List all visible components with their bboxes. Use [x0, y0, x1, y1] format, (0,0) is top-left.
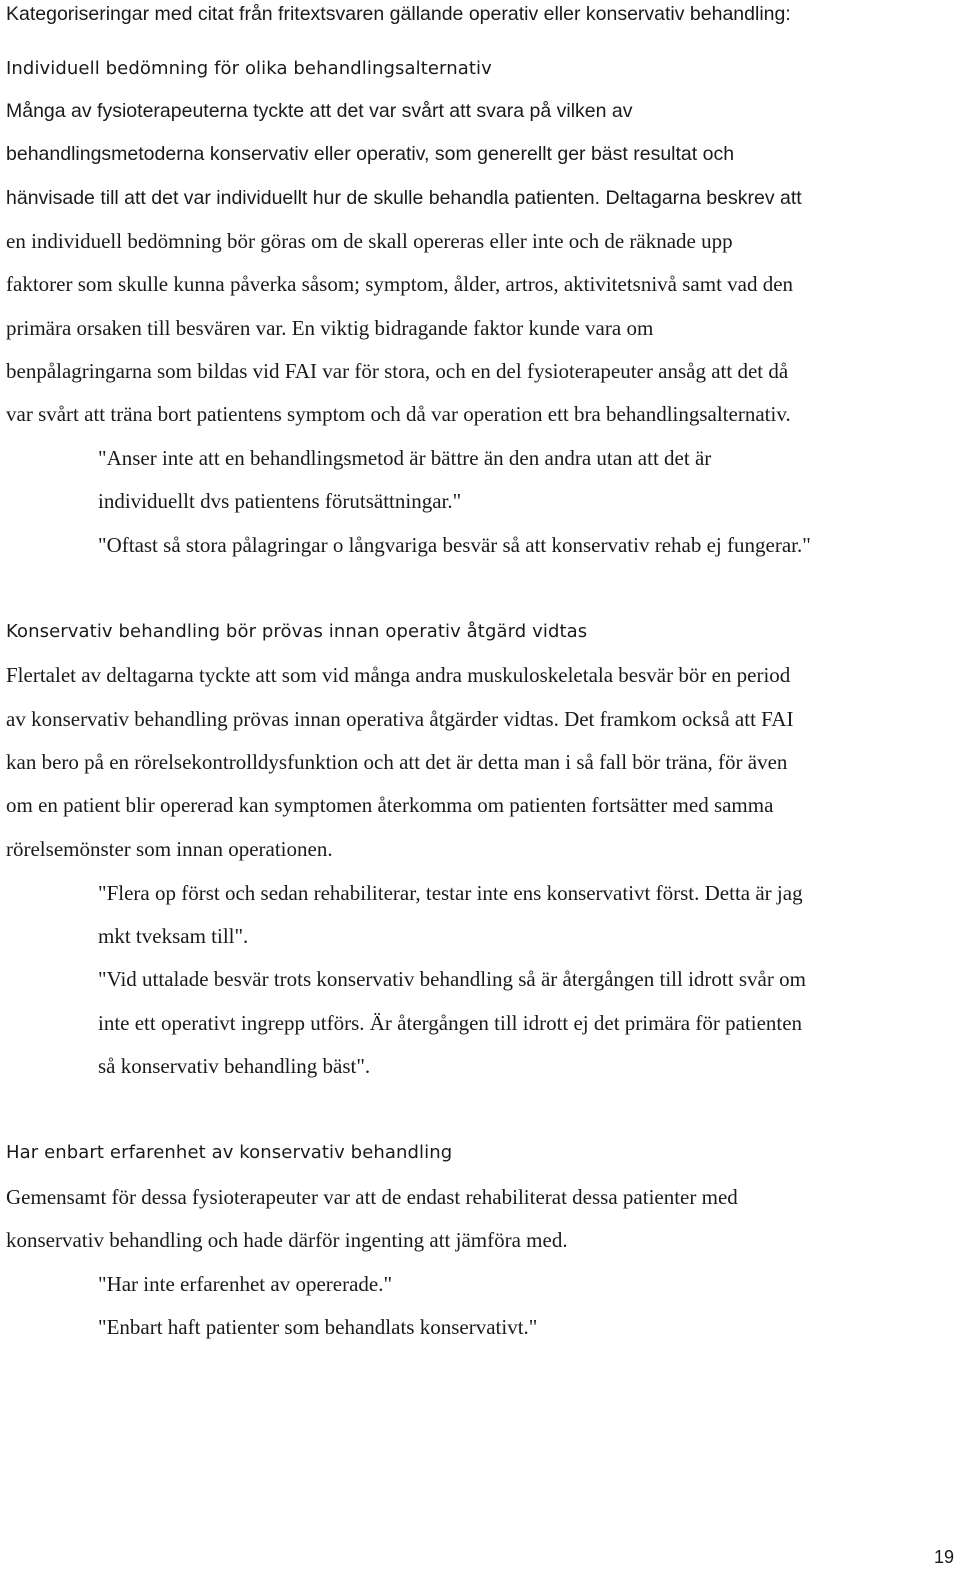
body-line: faktorer som skulle kunna påverka såsom; symptom, ålder, artros, aktivitetsnivå samt vad den [6, 272, 794, 296]
quote-line: så konservativ behandling bäst". [98, 1054, 371, 1078]
quote-line: "Enbart haft patienter som behandlats konservativt." [98, 1315, 538, 1339]
body-line: om en patient blir opererad kan symptomen återkomma om patienten fortsätter med samma [6, 793, 774, 817]
quote-line: individuellt dvs patientens förutsättningar." [98, 489, 462, 513]
body-line: rörelsemönster som innan operationen. [6, 837, 333, 861]
body-line: Flertalet av deltagarna tyckte att som vid många andra muskuloskeletala besvär bör en period [6, 663, 791, 687]
intro-line: Kategoriseringar med citat från fritextsvaren gällande operativ eller konservativ behandling: [6, 3, 791, 25]
quote-line: "Har inte erfarenhet av opererade." [98, 1272, 393, 1296]
body-line: behandlingsmetoderna konservativ eller operativ, som generellt ger bäst resultat och [6, 143, 735, 165]
quote-line: "Vid uttalade besvär trots konservativ behandling så är återgången till idrott svår om [98, 967, 806, 991]
body-line: kan bero på en rörelsekontrolldysfunktion och att det är detta man i så fall bör träna, för även [6, 750, 788, 774]
body-line: primära orsaken till besvären var. En viktig bidragande faktor kunde vara om [6, 316, 654, 340]
section-heading: Individuell bedömning för olika behandlingsalternativ [6, 58, 492, 79]
body-line: en individuell bedömning bör göras om de skall opereras eller inte och de räknade upp [6, 229, 733, 253]
section-heading: Har enbart erfarenhet av konservativ behandling [6, 1142, 453, 1163]
body-line: benpålagringarna som bildas vid FAI var för stora, och en del fysioterapeuter ansåg att det då [6, 359, 789, 383]
quote-line: inte ett operativt ingrepp utförs. Är återgången till idrott ej det primära för patienten [98, 1011, 803, 1035]
body-line: hänvisade till att det var individuellt hur de skulle behandla patienten. Deltagarna beskrev att [6, 187, 802, 209]
body-line: av konservativ behandling prövas innan operativa åtgärder vidtas. Det framkom också att FAI [6, 707, 794, 731]
quote-line: "Anser inte att en behandlingsmetod är bättre än den andra utan att det är [98, 446, 712, 470]
section-heading: Konservativ behandling bör prövas innan operativ åtgärd vidtas [6, 621, 588, 642]
quote-line: mkt tveksam till". [98, 924, 249, 948]
quote-line: "Flera op först och sedan rehabiliterar, testar inte ens konservativt först. Detta är jag [98, 881, 803, 905]
quote-line: "Oftast så stora pålagringar o långvariga besvär så att konservativ rehab ej fungerar." [98, 533, 811, 557]
body-line: Många av fysioterapeuterna tyckte att det var svårt att svara på vilken av [6, 100, 633, 122]
body-line: konservativ behandling och hade därför ingenting att jämföra med. [6, 1228, 568, 1252]
page-number: 19 [933, 1547, 954, 1567]
body-line: Gemensamt för dessa fysioterapeuter var att de endast rehabiliterat dessa patienter med [6, 1185, 738, 1209]
body-line: var svårt att träna bort patientens symptom och då var operation ett bra behandlingsalternativ. [6, 402, 791, 426]
